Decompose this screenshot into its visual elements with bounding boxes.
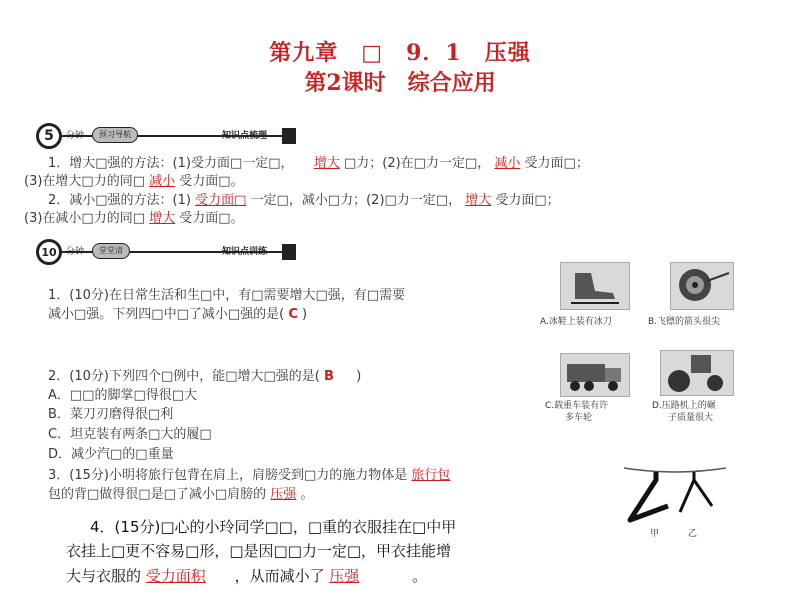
section-tag: 知识点训练	[222, 247, 268, 257]
caption-b: B.飞镖的箭头很尖	[648, 317, 721, 327]
section-pill: 预习导航	[92, 127, 138, 143]
answer-blank: 增大	[149, 211, 176, 226]
roller-photo	[660, 350, 734, 396]
answer-blank: 减小	[149, 174, 176, 189]
truck-icon	[561, 354, 629, 396]
dart-photo	[670, 262, 734, 310]
hanger-icon	[620, 462, 730, 542]
page-subtitle: 第2课时 综合应用	[304, 70, 496, 96]
caption-a: A.冰鞋上装有冰刀	[540, 317, 612, 327]
practice-q3-line2: 包的背□做得很□是□了减小□肩膀的 压强 。	[48, 487, 314, 502]
option-c: C．坦克装有两条□大的履□	[48, 427, 212, 442]
practice-q4-line2: 衣挂上□更不容易□形，□是因□□力一定□，甲衣挂能增	[66, 542, 452, 560]
skate-icon	[561, 263, 629, 309]
review-q1-line2: (3)在增大□力的同□ 减小 受力面□。	[24, 174, 244, 189]
answer-blank: 增大	[465, 193, 492, 208]
minutes-unit: 分钟	[66, 131, 85, 141]
minutes-badge: 5	[36, 123, 62, 149]
section-tag: 知识点梳理	[222, 131, 268, 141]
answer-blank: 压强	[329, 567, 360, 585]
answer-choice: B	[324, 369, 334, 384]
answer-choice: C	[288, 307, 298, 322]
dartboard-icon	[671, 263, 733, 309]
answer-blank: 受力面积	[145, 567, 206, 585]
practice-q3-line1: 3．(15分)小明将旅行包背在肩上，肩膀受到□力的施力物体是 旅行包	[48, 467, 473, 485]
answer-blank: 旅行包	[411, 468, 451, 483]
caption-d1: D.压路机上的碾	[652, 401, 716, 411]
option-a: A．□□的脚掌□得很□大	[48, 388, 198, 403]
section-pill: 堂堂清	[92, 243, 130, 259]
answer-blank: 减小	[494, 156, 521, 171]
option-d: D．减少汽□的□重量	[48, 447, 174, 462]
truck-photo	[560, 353, 630, 397]
section-bar-practice	[36, 244, 296, 260]
page-title: 第九章 □ 9．1 压强	[269, 40, 531, 66]
roller-icon	[661, 351, 733, 395]
bar-end	[282, 128, 296, 144]
minutes-unit: 分钟	[66, 247, 85, 257]
answer-blank: 压强	[270, 487, 297, 502]
caption-d2: 子质量很大	[668, 413, 714, 423]
review-q2-line1: 2．减小□强的方法：(1) 受力面□ 一定□，减小□力；(2)□力一定□， 增大 受力面□；	[48, 193, 560, 208]
hangers-figure	[620, 462, 730, 542]
skate-photo	[560, 262, 630, 310]
hanger-label-left: 甲	[650, 529, 660, 539]
bar-end	[282, 244, 296, 260]
section-bar-review	[36, 128, 296, 144]
answer-blank: 增大	[313, 156, 340, 171]
caption-c2: 多车轮	[565, 413, 593, 423]
hanger-label-right: 乙	[688, 529, 698, 539]
practice-q2-stem: 2．(10分)下列四个□例中，能□增大□强的是( B )	[48, 369, 362, 384]
practice-q1-line2: 减小□强。下列四□中□了减小□强的是( C )	[48, 307, 308, 322]
practice-q4-line1: 4．(15分)□心的小玲同学□□，□重的衣服挂在□中甲	[90, 518, 457, 536]
option-b: B．菜刀刃磨得很□利	[48, 407, 174, 422]
answer-blank: 受力面□	[195, 193, 247, 208]
review-q1-line1: 1．增大□强的方法：(1)受力面□一定□， 增大 □力；(2)在□力一定□， 减小 受力面□；	[48, 156, 589, 171]
caption-c1: C.载重车装有许	[545, 401, 609, 411]
practice-q4-line3: 大与衣服的 受力面积 ，从而减小了 压强 。	[66, 567, 428, 585]
practice-q1-line1: 1．(10分)在日常生活和生□中，有□需要增大□强，有□需要	[48, 288, 406, 303]
minutes-badge: 10	[36, 239, 62, 265]
review-q2-line2: (3)在减小□力的同□ 增大 受力面□。	[24, 211, 244, 226]
